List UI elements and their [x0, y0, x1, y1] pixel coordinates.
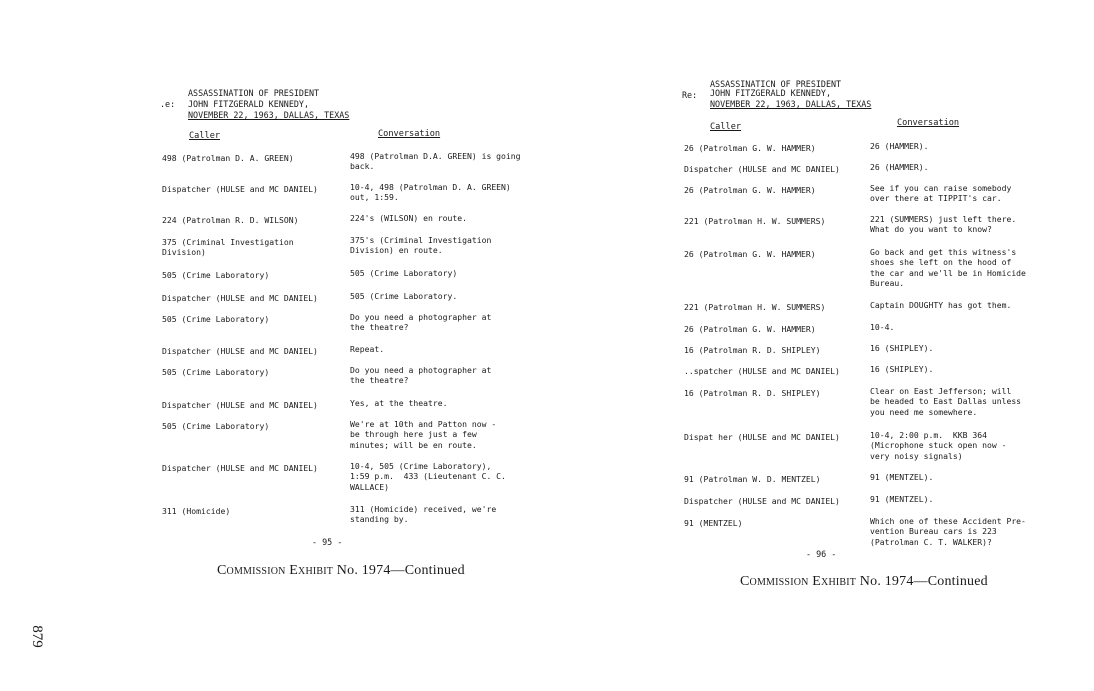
margin-page-number: 879: [28, 625, 45, 648]
conversation-cell: 375's (Criminal Investigation Division) en route.: [350, 235, 492, 256]
caller-cell: 311 (Homicide): [162, 506, 231, 516]
exhibit-caption-title: Commission Exhibit: [740, 574, 857, 589]
conversation-cell: 16 (SHIPLEY).: [870, 343, 934, 353]
re-label: Re:: [682, 89, 698, 100]
caller-cell: Dispatcher (HULSE and MC DANIEL): [684, 164, 840, 174]
conversation-cell: 221 (SUMMERS) just left there. What do you want to know?: [870, 214, 1017, 235]
conversation-cell: Repeat.: [350, 344, 385, 354]
re-line: JOHN FITZGERALD KENNEDY,: [710, 88, 832, 98]
conversation-cell: Which one of these Accident Pre- vention Bureau cars is 223 (Patrolman C. T. WALKER)?: [870, 516, 1026, 547]
caller-cell: Dispatcher (HULSE and MC DANIEL): [162, 346, 318, 356]
caller-cell: 16 (Patrolman R. D. SHIPLEY): [684, 345, 821, 355]
conversation-cell: Yes, at the theatre.: [350, 398, 448, 408]
conversation-cell: 505 (Crime Laboratory.: [350, 291, 458, 301]
re-line: ASSASSINATION OF PRESIDENT: [188, 88, 320, 98]
caller-cell: 221 (Patrolman H. W. SUMMERS): [684, 302, 826, 312]
conversation-cell: 16 (SHIPLEY).: [870, 364, 934, 374]
exhibit-caption-number: No. 1974—Continued: [333, 563, 465, 578]
caller-cell: ..spatcher (HULSE and MC DANIEL): [684, 366, 840, 376]
conversation-cell: 224's (WILSON) en route.: [350, 213, 467, 223]
caller-cell: 505 (Crime Laboratory): [162, 421, 270, 431]
caller-cell: 505 (Crime Laboratory): [162, 367, 270, 377]
caller-cell: Dispatcher (HULSE and MC DANIEL): [162, 400, 318, 410]
caller-cell: 498 (Patrolman D. A. GREEN): [162, 153, 294, 163]
conversation-cell: 91 (MENTZEL).: [870, 472, 934, 482]
conversation-cell: 498 (Patrolman D.A. GREEN) is going back.: [350, 151, 521, 172]
caller-cell: 91 (Patrolman W. D. MENTZEL): [684, 474, 821, 484]
caller-cell: 221 (Patrolman H. W. SUMMERS): [684, 216, 826, 226]
conversation-header: Conversation: [378, 129, 441, 139]
caller-cell: Dispat her (HULSE and MC DANIEL): [684, 432, 840, 442]
re-line-date: NOVEMBER 22, 1963, DALLAS, TEXAS: [188, 110, 350, 120]
page-number: - 96 -: [806, 549, 837, 559]
re-label: .e:: [160, 98, 176, 109]
exhibit-caption: [217, 563, 465, 579]
conversation-cell: 26 (HAMMER).: [870, 162, 929, 172]
re-line: JOHN FITZGERALD KENNEDY,: [188, 99, 310, 109]
conversation-cell: 505 (Crime Laboratory): [350, 268, 458, 278]
caller-cell: Dispatcher (HULSE and MC DANIEL): [162, 184, 318, 194]
re-line: ASSASSINATICN OF PRESIDENT: [710, 79, 842, 89]
exhibit-caption-number: No. 1974—Continued: [856, 574, 988, 589]
caller-cell: Dispatcher (HULSE and MC DANIEL): [162, 463, 318, 473]
conversation-cell: 10-4, 2:00 p.m. KKB 364 (Microphone stuck open now - very noisy signals): [870, 430, 1007, 461]
re-line-date: NOVEMBER 22, 1963, DALLAS, TEXAS: [710, 99, 872, 109]
conversation-cell: 311 (Homicide) received, we're standing by.: [350, 504, 497, 525]
caller-cell: 505 (Crime Laboratory): [162, 314, 270, 324]
caller-cell: 224 (Patrolman R. D. WILSON): [162, 215, 299, 225]
caller-cell: 26 (Patrolman G. W. HAMMER): [684, 324, 816, 334]
conversation-cell: We're at 10th and Patton now - be through here just a few minutes; will be en route.: [350, 419, 497, 450]
caller-cell: 26 (Patrolman G. W. HAMMER): [684, 143, 816, 153]
caller-cell: 26 (Patrolman G. W. HAMMER): [684, 185, 816, 195]
conversation-cell: 10-4.: [870, 322, 895, 332]
conversation-cell: 10-4, 505 (Crime Laboratory), 1:59 p.m. 433 (Lieutenant C. C. WALLACE): [350, 461, 506, 492]
caller-cell: 26 (Patrolman G. W. HAMMER): [684, 249, 816, 259]
exhibit-caption: [740, 574, 988, 590]
conversation-cell: See if you can raise somebody over there at TIPPIT's car.: [870, 183, 1012, 204]
caller-cell: 505 (Crime Laboratory): [162, 270, 270, 280]
caller-cell: Dispatcher (HULSE and MC DANIEL): [162, 293, 318, 303]
caller-cell: Dispatcher (HULSE and MC DANIEL): [684, 496, 840, 506]
conversation-cell: 26 (HAMMER).: [870, 141, 929, 151]
conversation-cell: Do you need a photographer at the theatre?: [350, 365, 492, 386]
caller-cell: 91 (MENTZEL): [684, 518, 743, 528]
caller-cell: 16 (Patrolman R. D. SHIPLEY): [684, 388, 821, 398]
conversation-header: Conversation: [897, 118, 960, 128]
conversation-cell: Captain DOUGHTY has got them.: [870, 300, 1012, 310]
conversation-cell: Clear on East Jefferson; will be headed to East Dallas unless you need me somewhere.: [870, 386, 1022, 417]
conversation-cell: 91 (MENTZEL).: [870, 494, 934, 504]
conversation-cell: Do you need a photographer at the theatre?: [350, 312, 492, 333]
exhibit-caption-title: Commission Exhibit: [217, 563, 334, 578]
conversation-cell: Go back and get this witness's shoes she left on the hood of the car and we'll be in Homicide Bureau.: [870, 247, 1026, 289]
caller-header: Caller: [710, 122, 742, 132]
page-number: - 95 -: [312, 537, 343, 547]
conversation-cell: 10-4, 498 (Patrolman D. A. GREEN) out, 1:59.: [350, 182, 511, 203]
caller-header: Caller: [189, 131, 221, 141]
caller-cell: 375 (Criminal Investigation Division): [162, 237, 294, 258]
right-page: [560, 0, 1094, 691]
